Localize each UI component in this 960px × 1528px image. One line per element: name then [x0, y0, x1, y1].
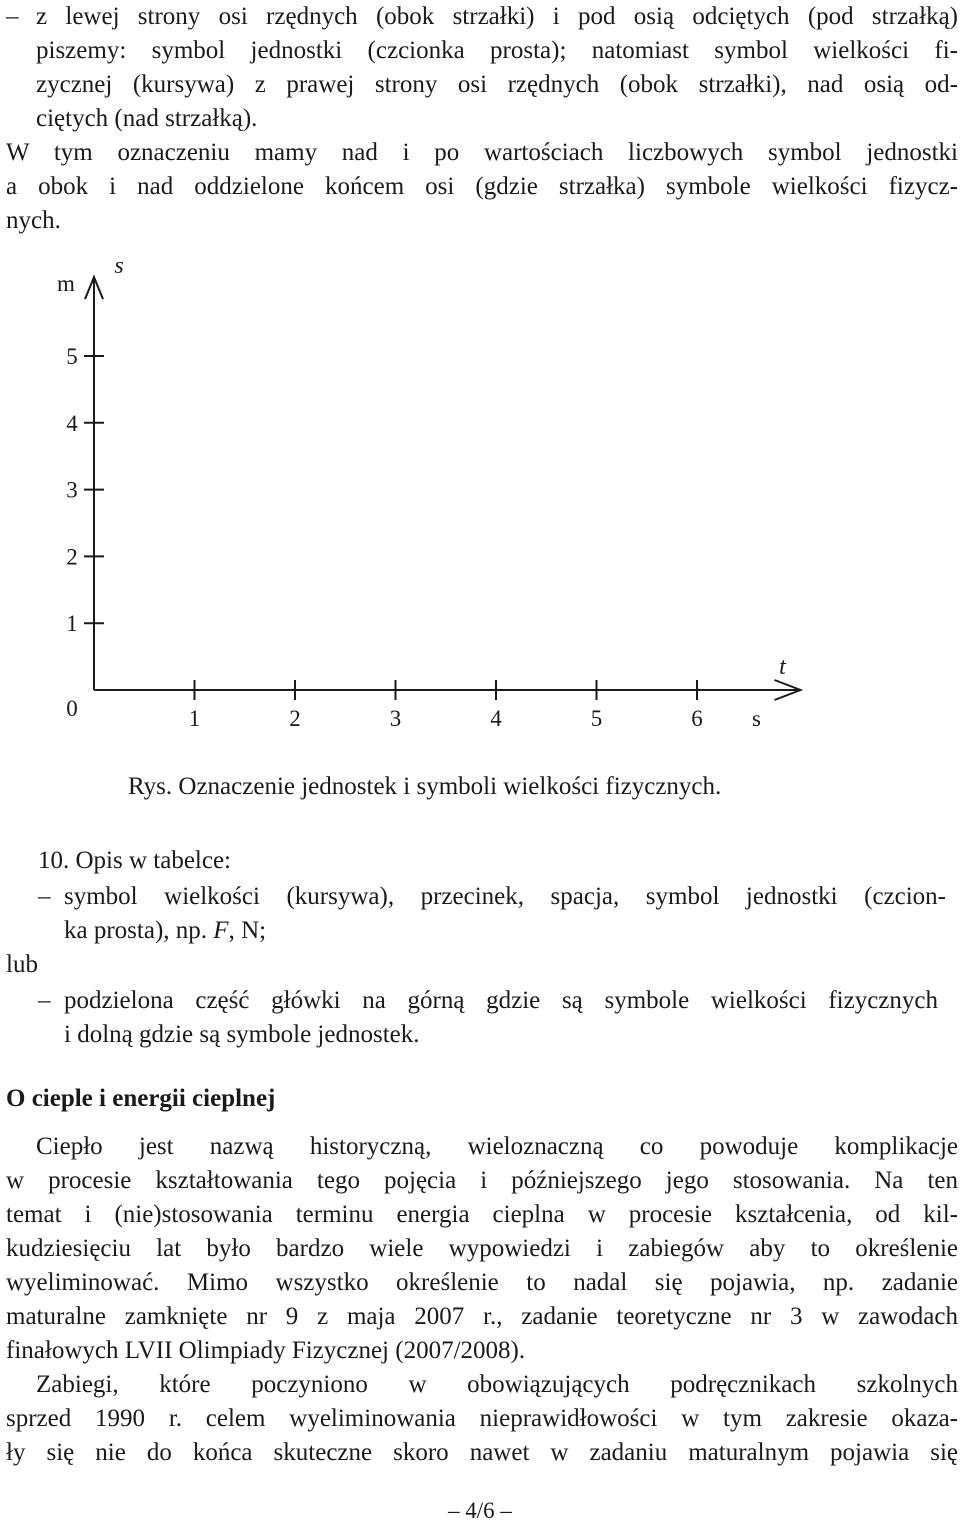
text-line: podzielona część główki na górną gdzie są symbole wielkości fizycznych [64, 987, 938, 1014]
text-line [64, 914, 266, 948]
text-span: ka prosta), np. [64, 917, 214, 944]
text-line: W tym oznaczeniu mamy nad i po wartościach liczbowych symbol jednostki [6, 139, 958, 166]
y-tick-label: 2 [66, 544, 78, 570]
y-axis-symbol: s [114, 262, 124, 280]
text-line: a obok i nad oddzielone końcem osi (gdzie strzałka) symbole wielkości fizycz- [6, 173, 958, 200]
list-dash: – [6, 3, 19, 30]
y-tick-label: 3 [66, 477, 78, 503]
y-unit-label: m [57, 271, 75, 297]
page-number: – 4/6 – [448, 1498, 512, 1523]
origin-label: 0 [66, 696, 78, 721]
text-line: nych. [6, 207, 61, 234]
section-heading: O cieple i energii cieplnej [6, 1085, 276, 1112]
axis-diagram [0, 262, 960, 752]
x-tick-label: 5 [590, 706, 603, 731]
y-tick-label: 1 [66, 611, 78, 637]
list-dash: – [38, 883, 51, 910]
symbol-F: F [213, 917, 229, 944]
text-line: i dolną gdzie są symbole jednostek. [64, 1021, 420, 1048]
text-line: Zabiegi, które poczyniono w obowiązujących podręcznikach szkolnych [36, 1371, 958, 1398]
x-tick-label: 2 [289, 706, 301, 731]
text-line: kudziesięciu lat było bardzo wiele wypowiedzi i zabiegów aby to określenie [6, 1235, 958, 1262]
text-span: , N; [228, 917, 267, 944]
text-line: w procesie kształtowania tego pojęcia i późniejszego jego stosowania. Na ten [6, 1167, 958, 1194]
text-line: wyeliminować. Mimo wszystko określenie to nadal się pojawia, np. zadanie [6, 1269, 958, 1296]
text-line: ły się nie do końca skuteczne skoro nawet w zadaniu maturalnym pojawia się [6, 1439, 958, 1466]
x-tick-label: 1 [188, 706, 201, 731]
text-line: Ciepło jest nazwą historyczną, wieloznaczną co powoduje komplikacje [36, 1133, 958, 1160]
x-tick-label: 6 [691, 706, 703, 731]
y-tick-label: 4 [66, 410, 78, 436]
x-tick-label: 4 [490, 706, 502, 731]
y-tick-label: 5 [66, 344, 78, 369]
x-unit-label: s [752, 706, 761, 731]
figure-caption: Rys. Oznaczenie jednostek i symboli wielkości fizycznych. [128, 773, 722, 800]
text-line: ciętych (nad strzałką). [36, 105, 258, 132]
text-line: z lewej strony osi rzędnych (obok strzałki) i pod osią odciętych (pod strzałką) [36, 3, 958, 30]
text-line: sprzed 1990 r. celem wyeliminowania nieprawidłowości w tym zakresie okaza- [6, 1405, 958, 1432]
item-title: 10. Opis w tabelce: [38, 847, 232, 874]
text-line: temat i (nie)stosowania terminu energia cieplna w procesie kształcenia, od kil- [6, 1201, 958, 1228]
text-line: piszemy: symbol jednostki (czcionka prosta); natomiast symbol wielkości fi- [36, 37, 958, 64]
list-dash: – [38, 987, 51, 1014]
text-line: symbol wielkości (kursywa), przecinek, spacja, symbol jednostki (czcion- [64, 883, 946, 910]
connector-or: lub [6, 951, 38, 978]
text-line: maturalne zamknięte nr 9 z maja 2007 r., zadanie teoretyczne nr 3 w zawodach [6, 1303, 958, 1330]
text-line: zycznej (kursywa) z prawej strony osi rzędnych (obok strzałki), nad osią od- [36, 71, 958, 98]
text-line: finałowych LVII Olimpiady Fizycznej (2007/2008). [6, 1337, 526, 1364]
x-tick-label: 3 [389, 706, 402, 731]
x-axis-symbol: t [779, 654, 786, 680]
